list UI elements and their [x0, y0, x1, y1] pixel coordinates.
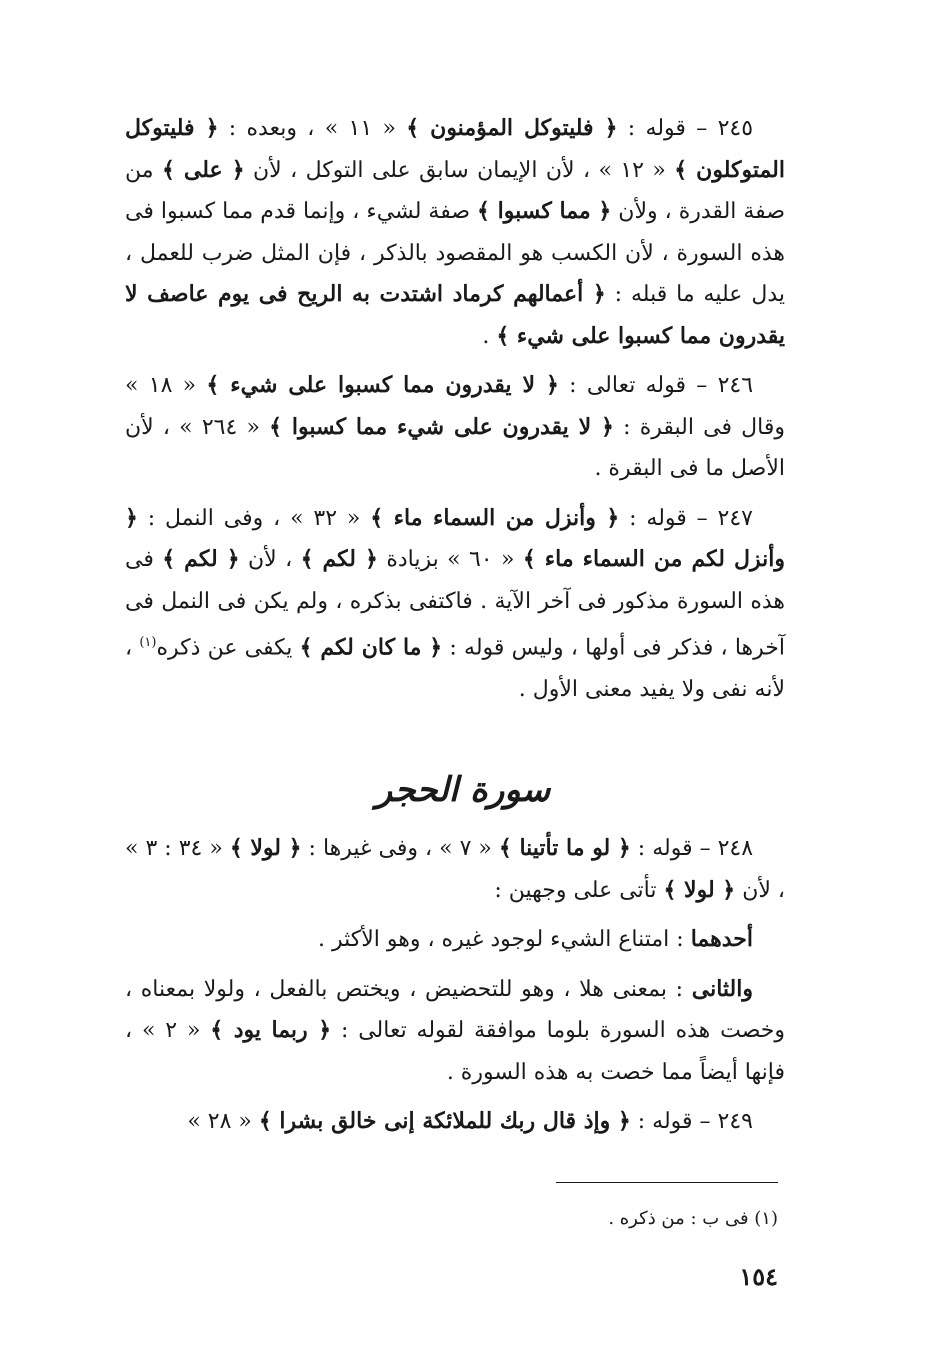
paragraph-248-second-meaning [125, 969, 785, 1094]
quran-quote: ﴿ فليتوكل المتوكلون ﴾ [125, 115, 785, 183]
main-text-lower [125, 828, 785, 1143]
paragraph-246 [125, 365, 785, 490]
text-run: « ٣٤ : ٣ » ، لأن [125, 836, 785, 903]
quran-quote: ﴿ وإذ قال ربك للملائكة إنى خالق بشرا ﴾ [258, 1108, 631, 1134]
text-run: ٢٤٥ – قوله : [617, 116, 754, 141]
text-run: « ١١ » ، وبعده : [218, 116, 407, 141]
text-run: : امتناع الشيء لوجود غيره ، وهو الأكثر . [317, 927, 691, 952]
text-run: « ١٨ » وقال فى البقرة : [125, 373, 785, 440]
text-run: فى هذه السورة مذكور فى آخر الآية . فاكتفى بذكره ، ولم يكن فى النمل فى آخرها ، فذكر فى أولها ، وليس قوله : [125, 547, 786, 661]
text-run: ٢٤٩ – قوله : [630, 1109, 753, 1134]
footnote: (١) فى ب : من ذكره . [608, 1208, 778, 1229]
text-run: : بمعنى هلا ، وهو للتحضيض ، ويختص بالفعل ، ولولا بمعناه ، وخصت هذه السورة بلوما موافقة لقوله تعالى : [125, 976, 786, 1043]
quran-quote: ﴿ مما كسبوا ﴾ [477, 198, 612, 224]
main-text-upper [125, 108, 785, 710]
text-run: ٢٤٧ – قوله : [619, 505, 753, 531]
quran-quote: ﴿ لا يقدرون على شيء مما كسبوا ﴾ [269, 413, 614, 440]
text-run: « ٣٢ » ، وفى النمل : [137, 505, 371, 531]
quran-quote: ﴿ أعمالهم كرماد اشتدت به الريح فى يوم عاصف لا يقدرون مما كسبوا على شيء ﴾ [125, 281, 785, 349]
text-run: ، لأنه نفى ولا يفيد معنى الأول . [125, 635, 785, 702]
quran-quote: ﴿ على ﴾ [161, 156, 245, 183]
paragraph-249 [125, 1101, 785, 1143]
quran-quote: ﴿ وأنزل لكم من السماء ماء ﴾ [125, 504, 785, 572]
quran-quote: ﴿ لولا ﴾ [663, 876, 736, 903]
paragraph-245 [125, 108, 785, 357]
text-run: « ٢٨ » [187, 1109, 259, 1134]
surah-heading: سورة الحجر [375, 770, 551, 810]
quran-quote: ﴿ لكم ﴾ [300, 546, 378, 572]
quran-quote: ﴿ وأنزل من السماء ماء ﴾ [370, 504, 620, 531]
text-run: « ٦٠ » بزيادة [377, 547, 523, 572]
quran-quote: ﴿ ربما يود ﴾ [210, 1017, 332, 1043]
text-run: صفة لشيء ، وإنما قدم مما كسبوا فى هذه السورة ، لأن الكسب هو المقصود بالذكر ، فإن المثل ضرب للعمل ، يدل عليه ما قبله : [125, 199, 785, 307]
text-run: « ٢٦٤ » ، لأن الأصل ما فى البقرة . [125, 414, 785, 481]
text-run: « ٢ » ، فإنها أيضاً مما خصت به هذه السورة . [125, 1018, 785, 1085]
paragraph-247 [125, 498, 785, 711]
quran-quote: ﴿ فليتوكل المؤمنون ﴾ [406, 115, 618, 141]
quran-quote: ﴿ لكم ﴾ [162, 546, 240, 572]
text-run: ٢٤٨ – قوله : [630, 836, 754, 861]
text-run: ، لأن [239, 547, 301, 572]
text-run: يكفى عن ذكره [156, 635, 300, 661]
page-number: ١٥٤ [739, 1262, 778, 1291]
footnote-marker: (١) [139, 635, 157, 650]
quran-quote: والثانى [691, 975, 753, 1002]
quran-quote: أحدهما [690, 926, 753, 952]
quran-quote: ﴿ ما كان لكم ﴾ [299, 634, 443, 661]
paragraph-248 [125, 828, 785, 911]
text-run: « ١٢ » ، لأن الإيمان سابق على التوكل ، لأن [244, 157, 675, 183]
text-run: « ٧ » ، وفى غيرها : [301, 836, 499, 861]
footnote-divider [556, 1182, 778, 1183]
text-run: تأتى على وجهين : [494, 877, 664, 903]
paragraph-248-first-meaning [125, 919, 785, 961]
quran-quote: ﴿ لو ما تأتينا ﴾ [498, 835, 631, 861]
text-run: . [482, 323, 497, 349]
quran-quote: ﴿ لولا ﴾ [229, 835, 302, 861]
text-run: ٢٤٦ – قوله تعالى : [558, 373, 754, 398]
text-run: من صفة القدرة ، ولأن [125, 157, 785, 224]
quran-quote: ﴿ لا يقدرون مما كسبوا على شيء ﴾ [206, 372, 559, 398]
